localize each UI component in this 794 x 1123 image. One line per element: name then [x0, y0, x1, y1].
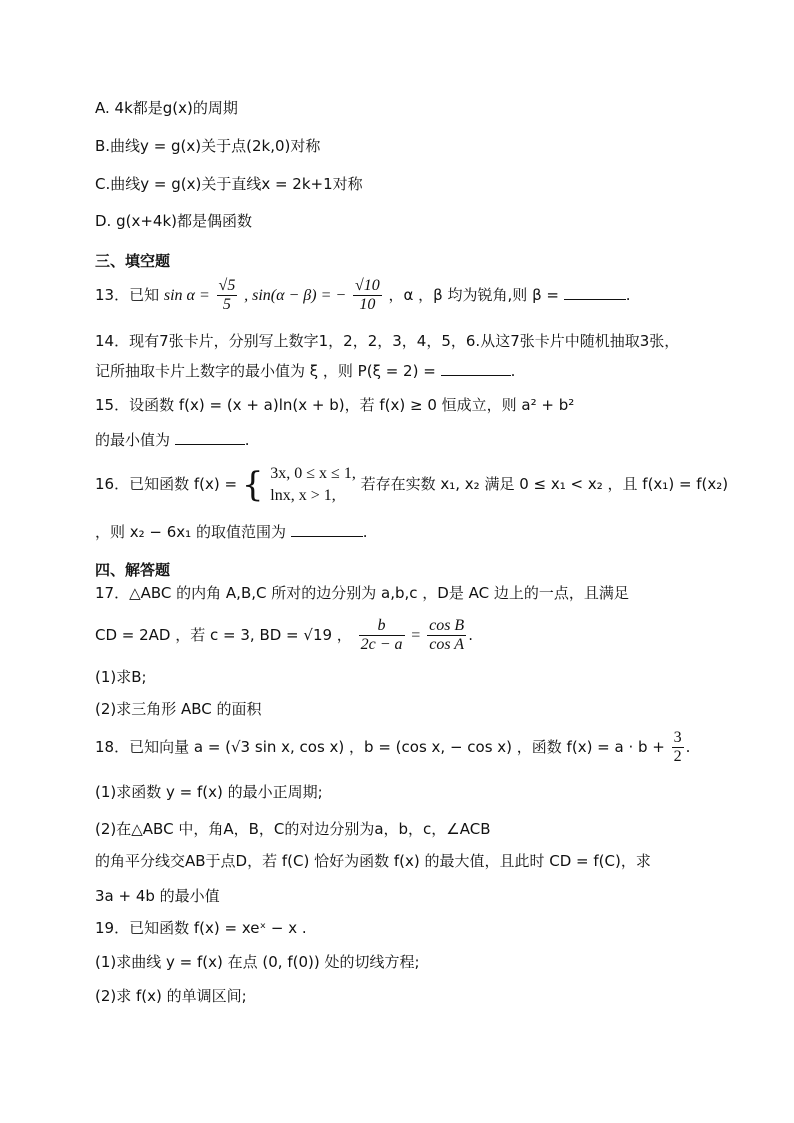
q13-sin-diff: , sin(α − β) = −: [244, 287, 347, 304]
q16-line2-text: ，则 x₂ − 6x₁ 的取值范围为: [95, 523, 286, 541]
q15-end: .: [244, 431, 250, 449]
q13-frac-sqrt5-num: √5: [218, 277, 236, 294]
question-16: [95, 462, 728, 507]
q14-end: .: [510, 362, 516, 380]
q19-part2: (2)求 f(x) 的单调区间;: [95, 987, 247, 1005]
q17-frac-left-den: 2c − a: [360, 636, 403, 653]
q14-answer-blank[interactable]: [441, 361, 511, 376]
q14-line2-text: 记所抽取卡片上数字的最小值为 ξ ，则 P(ξ = 2) =: [95, 362, 436, 380]
q17-equals: =: [411, 627, 421, 644]
q16-tail: 若存在实数 x₁, x₂ 满足 0 ≤ x₁ < x₂ ，且 f(x₁) = f(x₂): [360, 475, 729, 493]
q17-frac-right: [427, 617, 466, 654]
q18-part1: (1)求函数 y = f(x) 的最小正周期;: [95, 783, 323, 801]
q18-frac: [672, 729, 684, 766]
q17-end: .: [468, 626, 473, 644]
q17-frac-left-num: b: [359, 617, 405, 636]
q13-frac-sqrt10: [353, 277, 382, 314]
q19-line1: 19．已知函数 f(x) = xeˣ − x .: [95, 919, 307, 937]
q17-part1: (1)求B;: [95, 668, 147, 686]
q18-part2-line2: 的角平分线交AB于点D，若 f(C) 恰好为函数 f(x) 的最大值，且此时 CD = f(C)，求: [95, 852, 651, 870]
q18-line1-text: 18．已知向量 a = (√3 sin x, cos x) ，b = (cos x, − cos x) ，函数 f(x) = a · b +: [95, 738, 665, 756]
q13-frac-sqrt10-den: 10: [359, 296, 376, 313]
q17-frac-right-num: cos B: [429, 617, 465, 634]
section-fill-in-title: 三、填空题: [95, 252, 171, 270]
q17-line1: 17．△ABC 的内角 A,B,C 所对的边分别为 a,b,c ，D是 AC 边上的一点，且满足: [95, 584, 629, 602]
q18-line1: [95, 725, 690, 769]
q15-line2-text: 的最小值为: [95, 431, 171, 449]
q15-answer-blank[interactable]: [175, 430, 245, 445]
option-c: C.曲线y = g(x)关于直线x = 2k+1对称: [95, 175, 363, 193]
q17-frac-right-den: cos A: [429, 636, 465, 653]
q16-brace: {: [241, 464, 264, 505]
q13-frac-sqrt5-den: 5: [222, 296, 231, 313]
q15-line2: [95, 430, 250, 450]
q18-frac-num: 3: [673, 729, 682, 746]
q17-part2: (2)求三角形 ABC 的面积: [95, 700, 262, 718]
q13-end: .: [625, 286, 631, 304]
q16-piecewise: [270, 463, 356, 507]
q16-line2: [95, 522, 368, 542]
q16-number: 16．已知函数 f(x) =: [95, 475, 238, 493]
q17-line2: [95, 613, 473, 658]
q18-part2-line3: 3a + 4b 的最小值: [95, 887, 220, 905]
q19-part1: (1)求曲线 y = f(x) 在点 (0, f(0)) 处的切线方程;: [95, 953, 420, 971]
q13-frac-sqrt10-num: √10: [354, 277, 380, 294]
q16-end: .: [362, 523, 368, 541]
q13-frac-sqrt5: [217, 277, 238, 314]
q17-frac-left: [359, 617, 405, 654]
q13-sin-alpha: sin α =: [163, 287, 210, 304]
option-a: A. 4k都是g(x)的周期: [95, 99, 238, 117]
q16-case1: 3x, 0 ≤ x ≤ 1,: [270, 464, 356, 482]
q13-number: 13．已知: [95, 286, 160, 304]
q16-answer-blank[interactable]: [291, 522, 363, 537]
q18-part2-line1: (2)在△ABC 中，角A，B，C的对边分别为a，b，c，∠ACB: [95, 820, 491, 838]
option-d: D. g(x+4k)都是偶函数: [95, 212, 252, 230]
question-13: [95, 275, 631, 316]
option-b: B.曲线y = g(x)关于点(2k,0)对称: [95, 137, 321, 155]
q13-tail: ，α ，β 均为锐角,则 β =: [388, 286, 559, 304]
q17-line2-text: CD = 2AD ，若 c = 3, BD = √19 ，: [95, 626, 352, 644]
q16-case2: lnx, x > 1,: [270, 486, 336, 504]
q14-line2: [95, 361, 515, 381]
q15-line1: 15．设函数 f(x) = (x + a)ln(x + b)，若 f(x) ≥ 0 恒成立，则 a² + b²: [95, 396, 575, 414]
section-answer-title: 四、解答题: [95, 561, 171, 579]
q18-frac-den: 2: [673, 748, 682, 765]
q14-line1: 14．现有7张卡片，分别写上数字1，2，2，3，4，5，6.从这7张卡片中随机抽取3张，: [95, 332, 680, 350]
q18-end: .: [685, 738, 691, 756]
q13-answer-blank[interactable]: [564, 285, 626, 300]
